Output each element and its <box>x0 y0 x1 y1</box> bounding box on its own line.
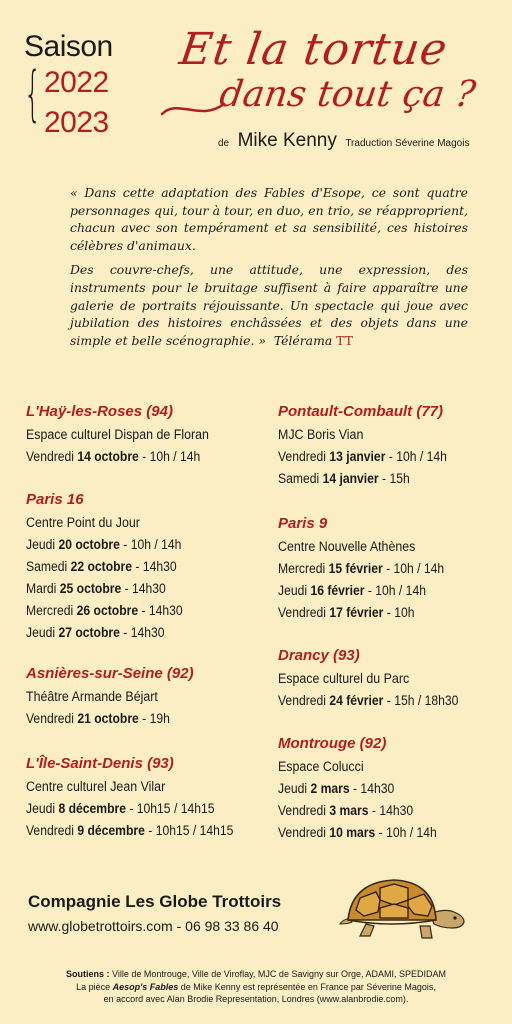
venue-date: Vendredi 17 février - 10h <box>278 605 415 620</box>
venue-city: Pontault-Combault (77) <box>278 403 443 420</box>
quote-source: Télérama <box>273 332 333 348</box>
venue-date: Vendredi 14 octobre - 10h / 14h <box>26 449 201 464</box>
venue-date: Jeudi 2 mars - 14h30 <box>278 781 395 796</box>
translation-credit: Traduction Séverine Magois <box>345 138 470 149</box>
venue-date: Mardi 25 octobre - 14h30 <box>26 581 166 596</box>
credits-line-1: Soutiens : Ville de Montrouge, Ville de Viroflay, MJC de Savigny sur Orge, ADAMI, SPEDIDAM <box>66 969 446 979</box>
brace-decoration: { <box>24 59 42 129</box>
venue-city: Drancy (93) <box>278 647 360 664</box>
season-year-start: 2022 <box>44 66 109 99</box>
credits-line-3: en accord avec Alan Brodie Representation, Londres (www.alanbrodie.com). <box>103 994 409 1004</box>
venue-block <box>278 514 463 624</box>
venue-date: Jeudi 27 octobre - 14h30 <box>26 625 165 640</box>
venue-date: Vendredi 10 mars - 10h / 14h <box>278 825 437 840</box>
venue-city: Montrouge (92) <box>278 735 387 752</box>
quote-paragraph-2-text: Des couvre-chefs, une attitude, une expression, des instruments pour le bruitage suffisent à faire apparaître une galerie de portraits réjouissante. Un spectacle qui joue avec jubilation des histoires enchâssées et des objets dans une simple et belle scénographie. » <box>70 262 468 348</box>
venue-block <box>278 402 466 490</box>
venue-date: Jeudi 16 février - 10h / 14h <box>278 583 426 598</box>
venue-city: L'Île-Saint-Denis (93) <box>26 755 174 772</box>
soutiens-label: Soutiens : <box>66 969 110 979</box>
author-line <box>218 130 469 152</box>
venue-date: Mercredi 26 octobre - 14h30 <box>26 603 183 618</box>
venue-city: Paris 9 <box>278 515 328 532</box>
company-contact: www.globetrottoirs.com - 06 98 33 86 40 <box>28 918 279 934</box>
quote-paragraph-1: « Dans cette adaptation des Fables d'Esope, ce sont quatre personnages qui, tour à tour, en duo, en trio, se réapproprient, chacun avec son tempérament et sa sensibilité, ces histoires célèbres d'animaux. <box>70 185 468 253</box>
venue-block <box>278 646 478 712</box>
credits-line-2: La pièce Aesop's Fables de Mike Kenny est représentée en France par Séverine Magois, <box>76 981 436 992</box>
venue-date: Vendredi 9 décembre - 10h15 / 14h15 <box>26 823 234 838</box>
venue-place: Centre culturel Jean Vilar <box>26 779 166 794</box>
venue-place: Centre Nouvelle Athènes <box>278 539 416 554</box>
venue-block <box>26 490 200 644</box>
venue-place: Centre Point du Jour <box>26 515 140 530</box>
venue-date: Samedi 14 janvier - 15h <box>278 471 410 486</box>
venue-block <box>26 402 225 468</box>
venue-block <box>26 664 194 730</box>
venue-date: Mercredi 15 février - 10h / 14h <box>278 561 445 576</box>
venue-place: Espace Colucci <box>278 759 364 774</box>
venue-place: Théâtre Armande Béjart <box>26 689 158 704</box>
turtle-icon <box>338 874 468 944</box>
venue-city: L'Haÿ-les-Roses (94) <box>26 403 173 420</box>
venue-date: Vendredi 13 janvier - 10h / 14h <box>278 449 447 464</box>
author-prefix: de <box>218 138 230 149</box>
venue-city: Asnières-sur-Seine (92) <box>26 665 194 682</box>
venue-block <box>26 754 256 842</box>
venue-date: Vendredi 24 février - 15h / 18h30 <box>278 693 459 708</box>
venue-date: Jeudi 8 décembre - 10h15 / 14h15 <box>26 801 215 816</box>
show-title-line1: Et la tortue <box>176 24 451 75</box>
quote-paragraph-2 <box>70 261 468 349</box>
press-quote <box>70 184 468 356</box>
venue-date: Samedi 22 octobre - 14h30 <box>26 559 177 574</box>
company-name: Compagnie Les Globe Trottoirs <box>28 892 282 911</box>
venue-city: Paris 16 <box>26 491 84 508</box>
venue-place: MJC Boris Vian <box>278 427 364 442</box>
venue-date: Vendredi 3 mars - 14h30 <box>278 803 414 818</box>
saison-label: Saison <box>24 30 113 63</box>
venue-place: Espace culturel du Parc <box>278 671 410 686</box>
venue-block <box>278 734 454 844</box>
season-year-end: 2023 <box>44 106 109 139</box>
venue-date: Vendredi 21 octobre - 19h <box>26 711 170 726</box>
show-title-line2: dans tout ça ? <box>217 74 479 115</box>
quote-rating: TT <box>336 332 353 348</box>
credits <box>30 968 482 1006</box>
author-name: Mike Kenny <box>237 130 337 151</box>
venue-date: Jeudi 20 octobre - 10h / 14h <box>26 537 182 552</box>
venue-place: Espace culturel Dispan de Floran <box>26 427 209 442</box>
